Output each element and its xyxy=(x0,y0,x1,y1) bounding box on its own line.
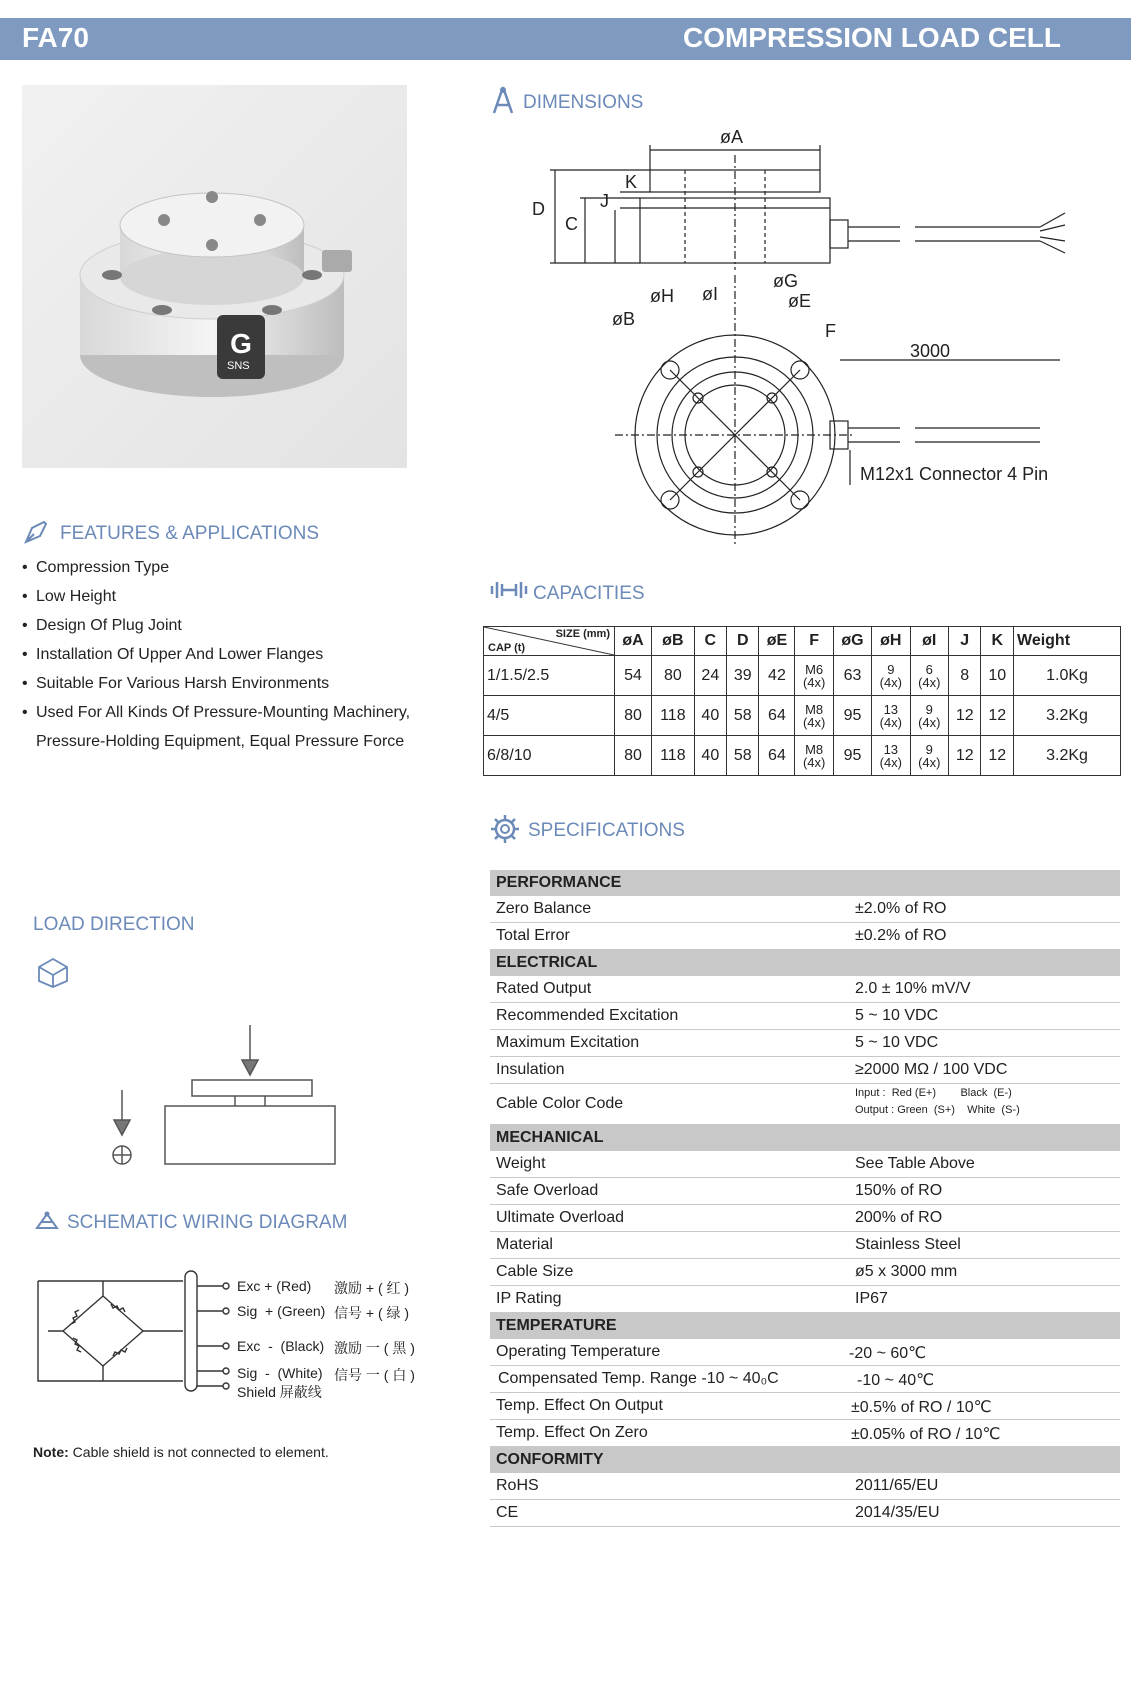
svg-text:G: G xyxy=(230,328,252,359)
table-cell: 64 xyxy=(759,736,795,776)
table-cell: 80 xyxy=(615,736,652,776)
feature-item: • Used For All Kinds Of Pressure-Mounting Machinery, xyxy=(22,698,452,727)
table-cell: 39 xyxy=(727,656,759,696)
cell-line: 13 xyxy=(883,701,899,717)
section-specifications: SPECIFICATIONS xyxy=(528,820,685,841)
cell-line: M8 xyxy=(805,741,824,757)
cell-line: (4x) xyxy=(879,714,903,730)
table-row xyxy=(484,736,1121,776)
spec-value: ø5 x 3000 mm xyxy=(855,1263,958,1280)
gear-icon xyxy=(490,814,520,844)
wire-sig-plus-cn: 信号 + ( 绿 ) xyxy=(334,1305,410,1321)
spec-key: Maximum Excitation xyxy=(496,1034,640,1051)
spec-row xyxy=(490,1393,1120,1420)
col-header: øG xyxy=(833,627,871,656)
cell-line: (4x) xyxy=(918,714,941,730)
table-cell: 80 xyxy=(652,656,695,696)
corner-size-label: SIZE (mm) xyxy=(555,628,610,640)
spec-group-header xyxy=(490,1313,1120,1339)
col-header: Weight xyxy=(1014,627,1121,656)
spec-row xyxy=(490,1178,1120,1205)
table-cell: 8 xyxy=(949,656,981,696)
table-row xyxy=(484,696,1121,736)
wire-shield: Shield 屏蔽线 xyxy=(237,1384,322,1400)
table-cell: 40 xyxy=(694,736,726,776)
feature-item: • Low Height xyxy=(22,582,452,611)
spec-value: ±0.2% of RO xyxy=(855,927,947,944)
spec-row xyxy=(490,1366,1120,1393)
cell-line: M6 xyxy=(805,661,824,677)
group-label: MECHANICAL xyxy=(496,1129,604,1146)
dumbbell-icon xyxy=(490,578,528,602)
table-cell: 54 xyxy=(615,656,652,696)
spec-value: 2014/35/EU xyxy=(855,1504,940,1521)
spec-row xyxy=(490,923,1120,950)
table-cell: 42 xyxy=(759,656,795,696)
table-cell: 1.0Kg xyxy=(1014,656,1121,696)
table-cell: 12 xyxy=(981,696,1014,736)
table-cell: 58 xyxy=(727,696,759,736)
spec-value: IP67 xyxy=(855,1290,888,1307)
spec-value: ±2.0% of RO xyxy=(855,900,947,917)
cell-line: 9 xyxy=(887,661,895,677)
table-cell: 3.2Kg xyxy=(1014,696,1121,736)
capacities-table xyxy=(483,626,1121,776)
cell-line: 9 xyxy=(925,741,933,757)
spec-key: RoHS xyxy=(496,1477,539,1494)
spec-key: Material xyxy=(496,1236,553,1253)
dim-label-a: øA xyxy=(720,127,744,147)
group-label: ELECTRICAL xyxy=(496,954,598,971)
product-photo xyxy=(22,85,407,468)
spec-value: -10 ~ 40℃ xyxy=(857,1372,935,1389)
table-cell xyxy=(795,696,833,736)
spec-value: 5 ~ 10 VDC xyxy=(855,1034,939,1051)
wire-exc-plus: Exc + (Red) xyxy=(237,1278,312,1294)
spec-key: Operating Temperature xyxy=(496,1343,661,1360)
dim-label-j: J xyxy=(600,191,609,211)
spec-value: -20 ~ 60℃ xyxy=(849,1345,927,1362)
spec-value: ±0.05% of RO / 10℃ xyxy=(851,1426,1001,1443)
spec-group-header xyxy=(490,1125,1120,1151)
wire-sig-plus: Sig + (Green) xyxy=(237,1303,326,1319)
dim-label-g: øG xyxy=(773,271,798,291)
connector-label: M12x1 Connector 4 Pin xyxy=(860,464,1049,484)
cell-line: (4x) xyxy=(918,674,941,690)
specifications-table xyxy=(490,870,1120,1527)
spec-key: Compensated Temp. Range -10 ~ 40₀C xyxy=(498,1370,779,1387)
table-cell: 64 xyxy=(759,696,795,736)
table-cell: 24 xyxy=(694,656,726,696)
spec-row xyxy=(490,1151,1120,1178)
dim-label-c: C xyxy=(565,214,578,234)
spec-key: Cable Size xyxy=(496,1263,574,1280)
spec-row xyxy=(490,1286,1120,1313)
spec-value: ±0.5% of RO / 10℃ xyxy=(851,1399,992,1416)
table-cell: 40 xyxy=(694,696,726,736)
spec-row xyxy=(490,976,1120,1003)
corner-cap-label: CAP (t) xyxy=(488,642,526,654)
spec-key: Weight xyxy=(496,1155,546,1172)
cell-line: 13 xyxy=(883,741,899,757)
dimension-drawing xyxy=(520,125,1100,555)
wire-exc-plus-cn: 激励 + ( 红 ) xyxy=(334,1280,410,1296)
spec-key: CE xyxy=(496,1504,519,1521)
spec-value: 2011/65/EU xyxy=(855,1477,939,1494)
load-direction-diagram xyxy=(100,1020,360,1180)
col-header: øI xyxy=(910,627,948,656)
col-header: øH xyxy=(872,627,910,656)
spec-value: ≥2000 MΩ / 100 VDC xyxy=(855,1061,1008,1078)
col-header: F xyxy=(795,627,833,656)
features-list xyxy=(22,553,452,756)
page-title: COMPRESSION LOAD CELL xyxy=(682,22,1061,53)
cable-length: 3000 xyxy=(910,341,951,361)
spec-group-header xyxy=(490,950,1120,976)
table-cell: 63 xyxy=(833,656,871,696)
cap-cell: 4/5 xyxy=(484,696,615,736)
col-header: C xyxy=(694,627,726,656)
spec-key: Zero Balance xyxy=(496,900,592,917)
wire-exc-minus-cn: 激励 一 ( 黑 ) xyxy=(334,1340,415,1356)
spec-row xyxy=(490,1205,1120,1232)
feature-item: • Suitable For Various Harsh Environments xyxy=(22,669,452,698)
spec-row xyxy=(490,1259,1120,1286)
dim-label-k: K xyxy=(625,172,638,192)
group-label: PERFORMANCE xyxy=(496,874,622,891)
cell-line: 9 xyxy=(925,701,933,717)
table-cell: 10 xyxy=(981,656,1014,696)
spec-value: 2.0 ± 10% mV/V xyxy=(855,980,971,997)
spec-key: Temp. Effect On Output xyxy=(496,1397,663,1414)
wire-sig-minus-cn: 信号 一 ( 白 ) xyxy=(334,1367,415,1383)
spec-value: See Table Above xyxy=(855,1155,975,1172)
spec-value: Stainless Steel xyxy=(855,1236,961,1253)
spec-key: Recommended Excitation xyxy=(496,1007,679,1024)
spec-row xyxy=(490,1473,1120,1500)
note xyxy=(33,1444,329,1460)
cube-icon xyxy=(33,955,73,989)
section-load-direction: LOAD DIRECTION xyxy=(33,914,195,935)
spec-row xyxy=(490,896,1120,923)
dim-label-e: øE xyxy=(788,291,812,311)
col-header: øB xyxy=(652,627,695,656)
section-wiring: SCHEMATIC WIRING DIAGRAM xyxy=(67,1212,348,1233)
dim-label-d: D xyxy=(532,199,545,219)
col-header: K xyxy=(981,627,1014,656)
dim-label-h: øH xyxy=(650,286,674,306)
cell-line: (4x) xyxy=(879,754,903,770)
spec-group-header xyxy=(490,1447,1120,1473)
group-label: CONFORMITY xyxy=(496,1451,604,1468)
dim-label-i: øI xyxy=(702,284,718,304)
feature-item: • Design Of Plug Joint xyxy=(22,611,452,640)
table-cell xyxy=(872,656,910,696)
spec-row xyxy=(490,1500,1120,1527)
cell-line: (4x) xyxy=(802,714,826,730)
col-header: øA xyxy=(615,627,652,656)
spec-key: Safe Overload xyxy=(496,1182,599,1199)
spec-key: Rated Output xyxy=(496,980,592,997)
table-cell: 12 xyxy=(949,736,981,776)
table-cell: 95 xyxy=(833,736,871,776)
table-row xyxy=(484,656,1121,696)
table-cell: 118 xyxy=(652,736,695,776)
cell-line: (4x) xyxy=(918,754,941,770)
cap-cell: 6/8/10 xyxy=(484,736,615,776)
spec-row xyxy=(490,1339,1120,1366)
table-cell: 12 xyxy=(949,696,981,736)
dim-label-b: øB xyxy=(612,309,636,329)
spec-row xyxy=(490,1003,1120,1030)
spec-key: Temp. Effect On Zero xyxy=(496,1424,648,1441)
col-header: D xyxy=(727,627,759,656)
table-cell xyxy=(872,736,910,776)
spec-value: Input : Red (E+) Black (E-) xyxy=(855,1087,1012,1099)
spec-value: 150% of RO xyxy=(855,1182,943,1199)
table-cell: 118 xyxy=(652,696,695,736)
wiring-icon xyxy=(33,1208,61,1234)
table-cell: 80 xyxy=(615,696,652,736)
table-cell xyxy=(910,696,948,736)
section-dimensions: DIMENSIONS xyxy=(523,92,644,113)
feature-item: • Compression Type xyxy=(22,553,452,582)
col-header: øE xyxy=(759,627,795,656)
compass-icon xyxy=(490,85,516,115)
table-cell xyxy=(795,656,833,696)
spec-group-header xyxy=(490,870,1120,896)
spec-row xyxy=(490,1057,1120,1084)
table-cell: 3.2Kg xyxy=(1014,736,1121,776)
cell-line: (4x) xyxy=(879,674,903,690)
table-header-row xyxy=(484,627,1121,656)
table-cell: 12 xyxy=(981,736,1014,776)
table-cell xyxy=(910,656,948,696)
dim-label-f: F xyxy=(825,321,836,341)
feature-item: Pressure-Holding Equipment, Equal Pressure Force xyxy=(36,733,405,750)
group-label: TEMPERATURE xyxy=(496,1317,617,1334)
spec-key: Total Error xyxy=(496,927,570,944)
col-header: J xyxy=(949,627,981,656)
table-cell: 58 xyxy=(727,736,759,776)
spec-key: Ultimate Overload xyxy=(496,1209,625,1226)
bridge-diagram xyxy=(33,1256,233,1396)
cell-line: (4x) xyxy=(802,754,826,770)
cap-cell: 1/1.5/2.5 xyxy=(484,656,615,696)
spec-value: 5 ~ 10 VDC xyxy=(855,1007,939,1024)
spec-row xyxy=(490,1420,1120,1447)
corner-cell xyxy=(484,627,615,656)
spec-row xyxy=(490,1084,1120,1125)
wire-sig-minus: Sig - (White) xyxy=(237,1365,323,1381)
table-cell xyxy=(872,696,910,736)
cell-line: 6 xyxy=(925,661,933,677)
note-label: Note: xyxy=(33,1444,69,1460)
brand-logo-text: SNS xyxy=(227,360,250,372)
spec-row xyxy=(490,1030,1120,1057)
cell-line: M8 xyxy=(805,701,824,717)
section-features: FEATURES & APPLICATIONS xyxy=(60,523,320,544)
section-capacities: CAPACITIES xyxy=(533,583,645,604)
wire-exc-minus: Exc - (Black) xyxy=(237,1338,325,1354)
pen-icon xyxy=(22,518,50,546)
table-cell xyxy=(795,736,833,776)
note-text: Cable shield is not connected to element. xyxy=(68,1444,329,1460)
model-name: FA70 xyxy=(22,22,89,53)
feature-item: • Installation Of Upper And Lower Flanges xyxy=(22,640,452,669)
spec-value: Output : Green (S+) White (S-) xyxy=(855,1104,1020,1116)
spec-key: Insulation xyxy=(496,1061,565,1078)
spec-value: 200% of RO xyxy=(855,1209,943,1226)
table-cell: 95 xyxy=(833,696,871,736)
spec-row xyxy=(490,1232,1120,1259)
table-cell xyxy=(910,736,948,776)
spec-key: Cable Color Code xyxy=(496,1095,624,1112)
spec-key: IP Rating xyxy=(496,1290,562,1307)
cell-line: (4x) xyxy=(802,674,826,690)
